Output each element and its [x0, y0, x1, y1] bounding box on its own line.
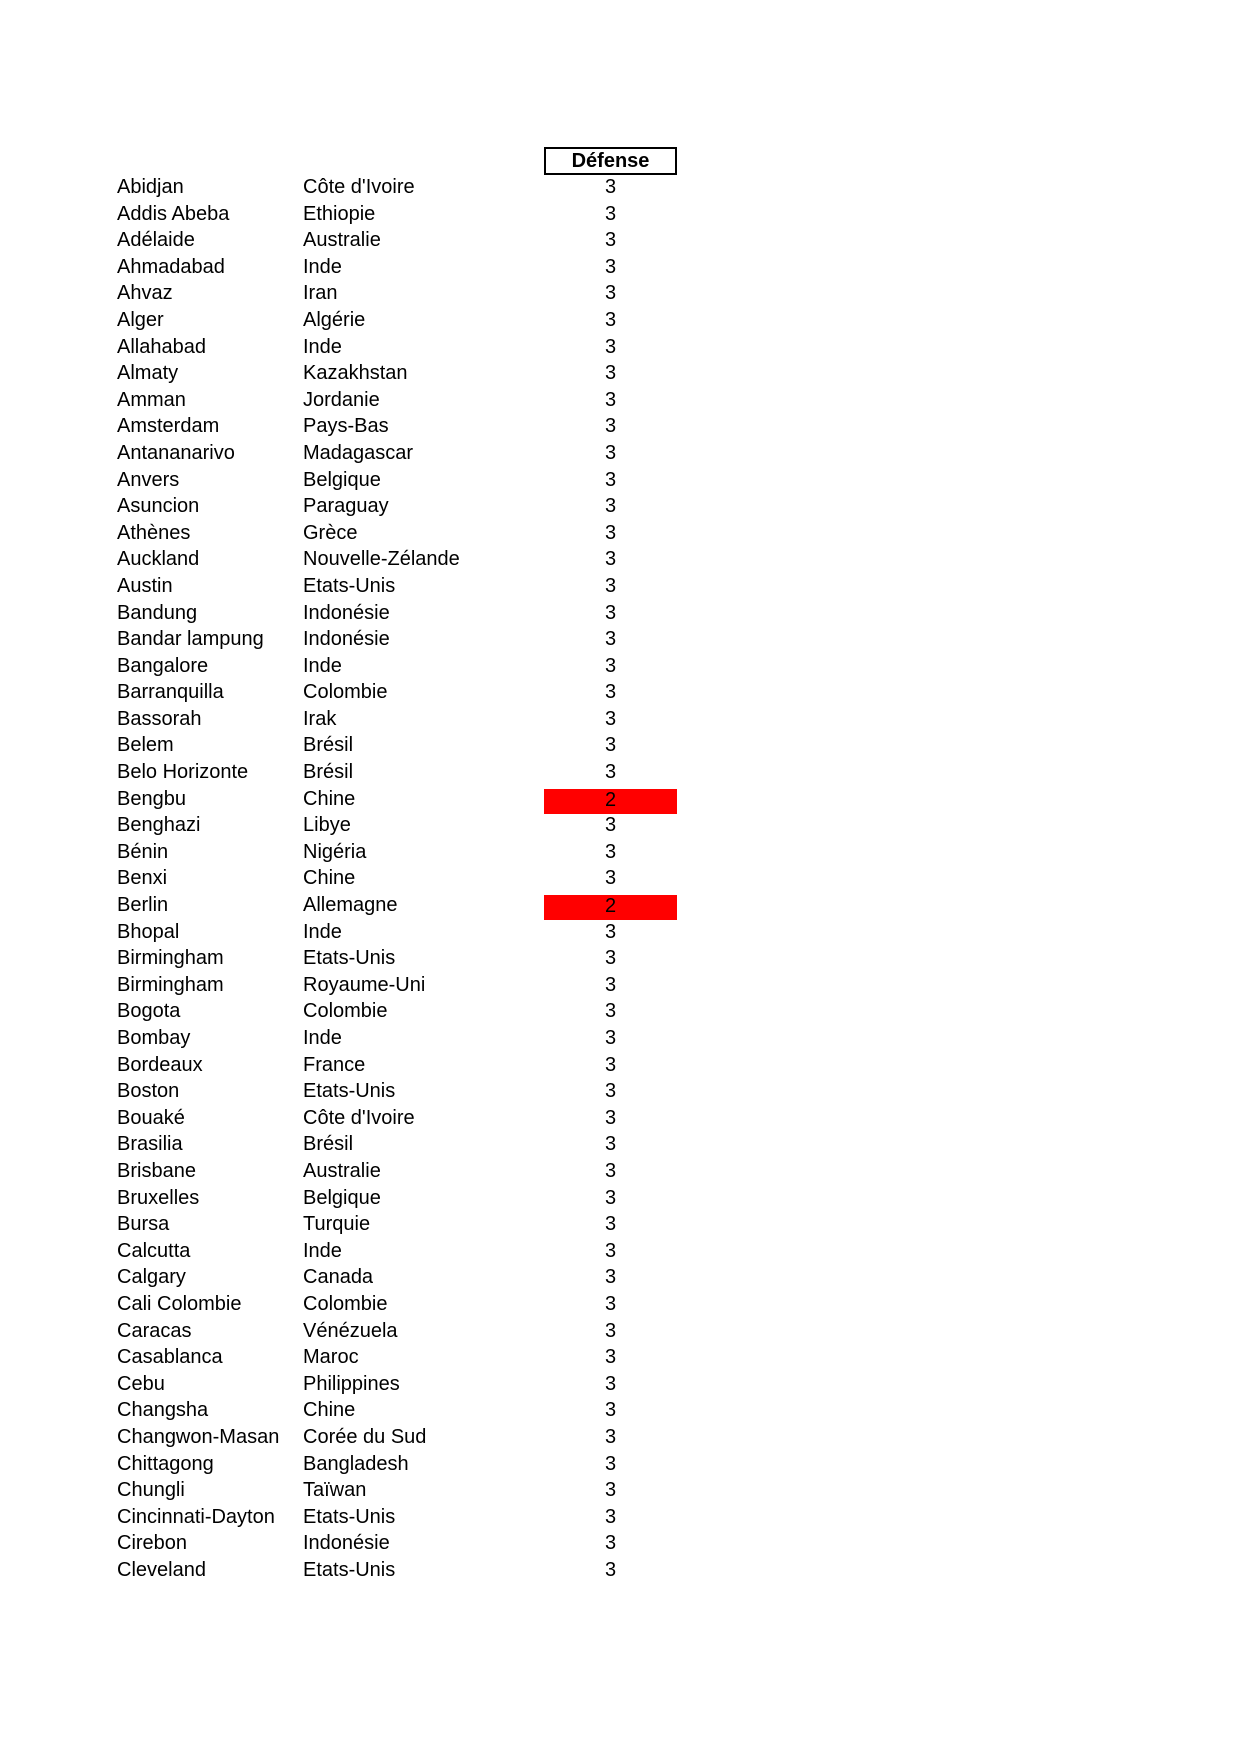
- defense-cell[interactable]: 3: [604, 1053, 617, 1076]
- country-cell[interactable]: Inde: [303, 654, 342, 677]
- table-row: [0, 174, 1241, 201]
- country-cell[interactable]: Indonésie: [303, 1532, 390, 1555]
- table-row: [0, 307, 1241, 334]
- city-cell[interactable]: Barranquilla: [117, 681, 224, 704]
- defense-cell[interactable]: 3: [604, 574, 617, 597]
- city-table: [0, 174, 1241, 1583]
- country-cell[interactable]: Inde: [303, 1239, 342, 1262]
- country-cell[interactable]: Inde: [303, 1027, 342, 1049]
- table-row: [0, 1318, 1241, 1345]
- country-cell[interactable]: Inde: [303, 255, 342, 278]
- country-cell[interactable]: Brésil: [303, 734, 354, 757]
- country-cell[interactable]: Allemagne: [303, 894, 398, 917]
- table-row: [0, 1557, 1241, 1584]
- table-row: [0, 998, 1241, 1025]
- city-cell[interactable]: Amsterdam: [117, 415, 220, 438]
- table-row: [0, 1131, 1241, 1158]
- defense-cell[interactable]: 3: [604, 1292, 617, 1315]
- city-cell[interactable]: Amman: [117, 388, 186, 411]
- defense-cell[interactable]: 3: [604, 628, 617, 651]
- defense-cell[interactable]: 3: [604, 468, 617, 491]
- table-row: [0, 1397, 1241, 1424]
- defense-cell[interactable]: 3: [604, 1239, 617, 1262]
- city-cell[interactable]: Calgary: [117, 1266, 186, 1289]
- country-cell[interactable]: Vénézuela: [303, 1319, 398, 1342]
- city-cell[interactable]: Changsha: [117, 1399, 209, 1422]
- table-row: [0, 227, 1241, 254]
- defense-cell[interactable]: 3: [604, 441, 617, 464]
- defense-cell[interactable]: 3: [604, 840, 617, 863]
- city-cell[interactable]: Birmingham: [117, 947, 224, 970]
- defense-cell[interactable]: 3: [604, 1133, 617, 1156]
- city-cell[interactable]: Ahvaz: [117, 282, 173, 305]
- table-row: [0, 679, 1241, 706]
- city-cell[interactable]: Cincinnati-Dayton: [117, 1505, 275, 1528]
- table-row: [0, 1504, 1241, 1531]
- defense-cell[interactable]: 3: [604, 495, 617, 518]
- table-row: [0, 467, 1241, 494]
- city-cell[interactable]: Calcutta: [117, 1239, 191, 1262]
- city-cell[interactable]: Antananarivo: [117, 441, 235, 464]
- table-row: [0, 1530, 1241, 1557]
- table-row: [0, 732, 1241, 759]
- table-row: [0, 201, 1241, 228]
- table-row: [0, 759, 1241, 786]
- city-cell[interactable]: Adélaide: [117, 229, 195, 252]
- city-cell[interactable]: Brisbane: [117, 1159, 196, 1182]
- defense-cell[interactable]: 3: [604, 920, 617, 943]
- defense-cell[interactable]: 3: [604, 308, 617, 331]
- defense-cell[interactable]: 3: [604, 1319, 617, 1342]
- defense-cell[interactable]: 3: [604, 1000, 617, 1023]
- city-cell[interactable]: Ahmadabad: [117, 255, 225, 278]
- table-row: [0, 1264, 1241, 1291]
- defense-cell[interactable]: 3: [604, 1080, 617, 1103]
- city-cell[interactable]: Berlin: [117, 894, 169, 917]
- table-row: [0, 706, 1241, 733]
- city-cell[interactable]: Cali Colombie: [117, 1292, 242, 1315]
- defense-cell[interactable]: 3: [604, 1266, 617, 1289]
- table-row: [0, 546, 1241, 573]
- defense-cell[interactable]: 3: [604, 947, 617, 970]
- defense-cell[interactable]: 3: [604, 601, 617, 624]
- city-cell[interactable]: Bogota: [117, 1000, 181, 1023]
- table-row: [0, 626, 1241, 653]
- defense-cell[interactable]: 3: [604, 1558, 617, 1581]
- country-cell[interactable]: Côte d'Ivoire: [303, 176, 415, 198]
- country-cell[interactable]: Inde: [303, 920, 342, 943]
- table-row: [0, 1105, 1241, 1132]
- country-cell[interactable]: Nouvelle-Zélande: [303, 548, 460, 571]
- city-cell[interactable]: Bruxelles: [117, 1186, 200, 1209]
- defense-cell[interactable]: 3: [604, 548, 617, 571]
- city-cell[interactable]: Bhopal: [117, 920, 180, 943]
- city-cell[interactable]: Allahabad: [117, 335, 206, 358]
- table-row: [0, 1078, 1241, 1105]
- table-row: [0, 280, 1241, 307]
- table-row: [0, 892, 1241, 919]
- city-cell[interactable]: Anvers: [117, 468, 180, 491]
- country-cell[interactable]: Colombie: [303, 681, 388, 704]
- country-cell[interactable]: Belgique: [303, 468, 381, 491]
- country-cell[interactable]: Etats-Unis: [303, 1558, 396, 1581]
- table-row: [0, 812, 1241, 839]
- defense-cell[interactable]: 3: [604, 202, 617, 225]
- defense-cell[interactable]: 3: [604, 1372, 617, 1395]
- city-cell[interactable]: Bandung: [117, 601, 198, 624]
- defense-cell[interactable]: 3: [604, 734, 617, 757]
- country-cell[interactable]: Etats-Unis: [303, 947, 396, 970]
- city-cell[interactable]: Auckland: [117, 548, 200, 571]
- city-cell[interactable]: Bassorah: [117, 707, 202, 730]
- defense-cell[interactable]: 3: [604, 973, 617, 996]
- city-cell[interactable]: Benghazi: [117, 814, 201, 837]
- table-row: [0, 520, 1241, 547]
- city-cell[interactable]: Chungli: [117, 1479, 185, 1502]
- city-cell[interactable]: Boston: [117, 1080, 180, 1103]
- country-cell[interactable]: Etats-Unis: [303, 1080, 396, 1103]
- city-cell[interactable]: Austin: [117, 574, 173, 597]
- city-cell[interactable]: Changwon-Masan: [117, 1425, 280, 1448]
- country-cell[interactable]: Royaume-Uni: [303, 973, 426, 996]
- country-cell[interactable]: France: [303, 1053, 366, 1076]
- defense-cell[interactable]: 3: [604, 335, 617, 358]
- table-row: [0, 1185, 1241, 1212]
- country-cell[interactable]: Pays-Bas: [303, 415, 389, 438]
- table-row: [0, 972, 1241, 999]
- country-cell[interactable]: Philippines: [303, 1372, 400, 1395]
- country-cell[interactable]: Brésil: [303, 1133, 354, 1156]
- table-row: [0, 1291, 1241, 1318]
- country-cell[interactable]: Colombie: [303, 1000, 388, 1023]
- city-cell[interactable]: Bangalore: [117, 654, 209, 677]
- defense-cell[interactable]: 3: [604, 681, 617, 704]
- table-row: [0, 919, 1241, 946]
- country-cell[interactable]: Grèce: [303, 521, 358, 544]
- city-cell[interactable]: Alger: [117, 308, 164, 331]
- defense-cell[interactable]: 3: [604, 1027, 617, 1049]
- table-row: [0, 360, 1241, 387]
- city-cell[interactable]: Cleveland: [117, 1558, 206, 1581]
- country-cell[interactable]: Chine: [303, 1399, 356, 1422]
- defense-cell[interactable]: 3: [604, 1213, 617, 1236]
- city-cell[interactable]: Caracas: [117, 1319, 192, 1342]
- country-cell[interactable]: Corée du Sud: [303, 1425, 427, 1448]
- table-row: [0, 387, 1241, 414]
- country-cell[interactable]: Canada: [303, 1266, 374, 1289]
- country-cell[interactable]: Madagascar: [303, 441, 414, 464]
- city-cell[interactable]: Belo Horizonte: [117, 761, 249, 784]
- city-cell[interactable]: Benxi: [117, 867, 168, 890]
- city-cell[interactable]: Bénin: [117, 840, 169, 863]
- country-cell[interactable]: Etats-Unis: [303, 574, 396, 597]
- table-row: [0, 334, 1241, 361]
- defense-cell[interactable]: 3: [604, 1505, 617, 1528]
- defense-cell[interactable]: 3: [604, 1186, 617, 1209]
- defense-cell[interactable]: 3: [604, 1399, 617, 1422]
- table-row: [0, 839, 1241, 866]
- table-row: [0, 254, 1241, 281]
- city-cell[interactable]: Asuncion: [117, 495, 200, 518]
- table-row: [0, 573, 1241, 600]
- defense-cell[interactable]: 3: [604, 521, 617, 544]
- defense-cell[interactable]: 3: [604, 1479, 617, 1502]
- country-cell[interactable]: Bangladesh: [303, 1452, 409, 1475]
- city-cell[interactable]: Abidjan: [117, 176, 184, 198]
- table-row: [0, 493, 1241, 520]
- defense-cell[interactable]: 3: [604, 707, 617, 730]
- defense-column-header[interactable]: Défense: [544, 147, 677, 175]
- city-cell[interactable]: Bengbu: [117, 787, 186, 810]
- country-cell[interactable]: Irak: [303, 707, 337, 730]
- country-cell[interactable]: Colombie: [303, 1292, 388, 1315]
- table-row: [0, 945, 1241, 972]
- defense-cell[interactable]: 3: [604, 362, 617, 385]
- city-cell[interactable]: Bouaké: [117, 1106, 185, 1129]
- table-row: [0, 1158, 1241, 1185]
- defense-cell[interactable]: 3: [604, 814, 617, 837]
- table-row: [0, 1344, 1241, 1371]
- table-row: [0, 413, 1241, 440]
- defense-cell[interactable]: 3: [604, 1532, 617, 1555]
- city-cell[interactable]: Birmingham: [117, 973, 224, 996]
- country-cell[interactable]: Chine: [303, 787, 356, 810]
- table-row: [0, 600, 1241, 627]
- country-cell[interactable]: Chine: [303, 867, 356, 890]
- city-cell[interactable]: Chittagong: [117, 1452, 214, 1475]
- country-cell[interactable]: Algérie: [303, 308, 366, 331]
- city-cell[interactable]: Casablanca: [117, 1346, 223, 1369]
- city-cell[interactable]: Bandar lampung: [117, 628, 264, 651]
- defense-cell[interactable]: 3: [604, 282, 617, 305]
- country-cell[interactable]: Iran: [303, 282, 338, 305]
- table-row: [0, 1238, 1241, 1265]
- country-cell[interactable]: Australie: [303, 229, 381, 252]
- country-cell[interactable]: Maroc: [303, 1346, 359, 1369]
- table-row: [0, 440, 1241, 467]
- defense-cell[interactable]: 3: [604, 229, 617, 252]
- defense-cell[interactable]: 3: [604, 867, 617, 890]
- city-cell[interactable]: Bordeaux: [117, 1053, 203, 1076]
- city-cell[interactable]: Bursa: [117, 1213, 170, 1236]
- country-cell[interactable]: Kazakhstan: [303, 362, 408, 385]
- country-cell[interactable]: Côte d'Ivoire: [303, 1106, 415, 1129]
- city-cell[interactable]: Bombay: [117, 1027, 191, 1049]
- table-row: [0, 1451, 1241, 1478]
- country-cell[interactable]: Etats-Unis: [303, 1505, 396, 1528]
- city-cell[interactable]: Athènes: [117, 521, 191, 544]
- country-cell[interactable]: Taïwan: [303, 1479, 367, 1502]
- table-row: [0, 1477, 1241, 1504]
- defense-cell[interactable]: 3: [604, 654, 617, 677]
- defense-cell[interactable]: 3: [604, 176, 617, 198]
- table-row: [0, 1052, 1241, 1079]
- defense-cell-flagged[interactable]: 2: [544, 895, 677, 920]
- country-cell[interactable]: Indonésie: [303, 628, 390, 651]
- country-cell[interactable]: Ethiopie: [303, 202, 376, 225]
- country-cell[interactable]: Belgique: [303, 1186, 381, 1209]
- table-row: [0, 1424, 1241, 1451]
- city-cell[interactable]: Belem: [117, 734, 174, 757]
- table-row: [0, 786, 1241, 813]
- defense-cell[interactable]: 3: [604, 1452, 617, 1475]
- defense-cell[interactable]: 3: [604, 1159, 617, 1182]
- country-cell[interactable]: Indonésie: [303, 601, 390, 624]
- city-cell[interactable]: Addis Abeba: [117, 202, 230, 225]
- country-cell[interactable]: Nigéria: [303, 840, 367, 863]
- city-cell[interactable]: Almaty: [117, 362, 179, 385]
- table-row: [0, 1211, 1241, 1238]
- defense-cell[interactable]: 3: [604, 1425, 617, 1448]
- country-cell[interactable]: Paraguay: [303, 495, 389, 518]
- table-row: [0, 653, 1241, 680]
- defense-cell[interactable]: 3: [604, 255, 617, 278]
- defense-cell[interactable]: 3: [604, 1346, 617, 1369]
- country-cell[interactable]: Inde: [303, 335, 342, 358]
- table-row: [0, 1025, 1241, 1052]
- city-cell[interactable]: Cebu: [117, 1372, 165, 1395]
- defense-cell[interactable]: 3: [604, 761, 617, 784]
- country-cell[interactable]: Australie: [303, 1159, 381, 1182]
- country-cell[interactable]: Brésil: [303, 761, 354, 784]
- defense-cell[interactable]: 3: [604, 415, 617, 438]
- country-cell[interactable]: Jordanie: [303, 388, 380, 411]
- table-row: [0, 865, 1241, 892]
- defense-cell[interactable]: 3: [604, 1106, 617, 1129]
- city-cell[interactable]: Cirebon: [117, 1532, 188, 1555]
- country-cell[interactable]: Turquie: [303, 1213, 371, 1236]
- city-cell[interactable]: Brasilia: [117, 1133, 183, 1156]
- defense-cell[interactable]: 3: [604, 388, 617, 411]
- table-row: [0, 1371, 1241, 1398]
- defense-cell-flagged[interactable]: 2: [544, 789, 677, 814]
- country-cell[interactable]: Libye: [303, 814, 351, 837]
